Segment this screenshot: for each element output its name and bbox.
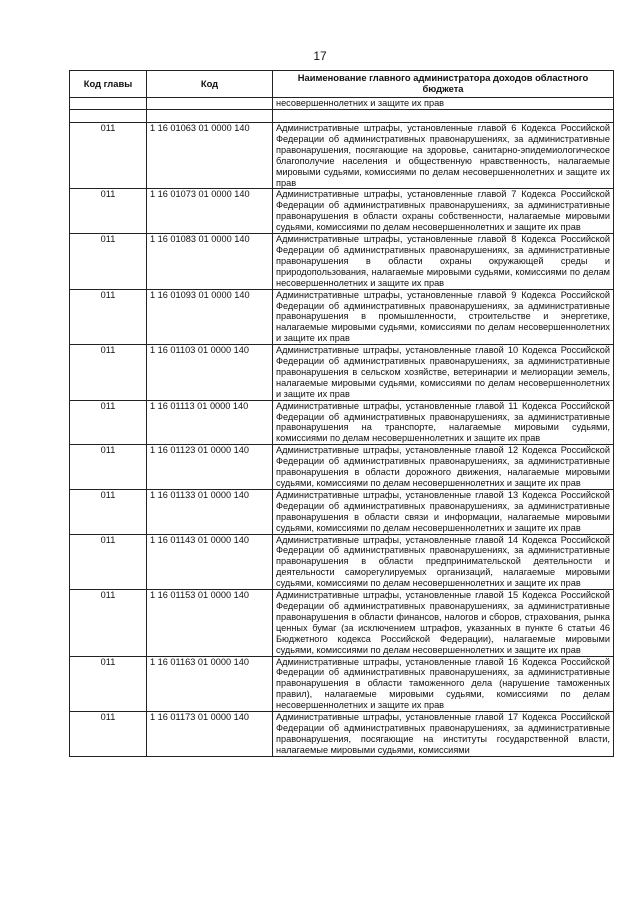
- header-code: Код: [147, 71, 273, 98]
- continuation-text: несовершеннолетних и защите их прав: [273, 98, 614, 110]
- name-cell: Административные штрафы, установленные главой 15 Кодекса Российской Федерации об административных правонарушениях, за административные правонарушения в области финансов, налогов и сборов, страхования, рынка ценных бумаг (за исключением штрафов, указанных в пункте 6 статьи 46 Бюджетного кодекса Российской Федерации), налагаемые мировыми судьями, комиссиями по делам несовершеннолетних и защите их прав: [273, 590, 614, 656]
- code-cell: 1 16 01073 01 0000 140: [147, 189, 273, 234]
- name-cell: Административные штрафы, установленные главой 14 Кодекса Российской Федерации об административных правонарушениях, за административные правонарушения в области предпринимательской деятельности и деятельности саморегулируемых организаций, налагаемые мировыми судьями, комиссиями по делам несовершеннолетних и защите их прав: [273, 534, 614, 590]
- table-row: [70, 289, 614, 345]
- name-cell: Административные штрафы, установленные главой 17 Кодекса Российской Федерации об административных правонарушениях, за административные правонарушения, посягающие на институты государственной власти, налагаемые мировыми судьями, комиссиями: [273, 712, 614, 757]
- name-cell: Административные штрафы, установленные главой 12 Кодекса Российской Федерации об административных правонарушениях, за административные правонарушения в области дорожного движения, налагаемые мировыми судьями, комиссиями по делам несовершеннолетних и защите их прав: [273, 445, 614, 490]
- chapter-code-cell: 011: [70, 590, 147, 656]
- table-row: [70, 123, 614, 189]
- table-row: [70, 590, 614, 656]
- chapter-code-cell: 011: [70, 534, 147, 590]
- name-cell: Административные штрафы, установленные главой 16 Кодекса Российской Федерации об административных правонарушениях, за административные правонарушения в области таможенного дела (нарушение таможенных правил), налагаемые мировыми судьями, комиссиями по делам несовершеннолетних и защите их прав: [273, 656, 614, 712]
- revenue-administrators-table: [69, 70, 614, 757]
- code-cell: 1 16 01113 01 0000 140: [147, 400, 273, 445]
- code-cell: 1 16 01173 01 0000 140: [147, 712, 273, 757]
- chapter-code-cell: 011: [70, 712, 147, 757]
- name-cell: Административные штрафы, установленные главой 10 Кодекса Российской Федерации об административных правонарушениях, за административные правонарушения в сельском хозяйстве, ветеринарии и мелиорации земель, налагаемые мировыми судьями, комиссиями по делам несовершеннолетних и защите их прав: [273, 345, 614, 401]
- chapter-code-cell: 011: [70, 400, 147, 445]
- header-chapter-code: Код главы: [70, 71, 147, 98]
- code-cell: 1 16 01143 01 0000 140: [147, 534, 273, 590]
- table-row: [70, 489, 614, 534]
- table-row: [70, 656, 614, 712]
- chapter-code-cell: 011: [70, 345, 147, 401]
- code-cell: 1 16 01103 01 0000 140: [147, 345, 273, 401]
- name-cell: Административные штрафы, установленные главой 11 Кодекса Российской Федерации об административных правонарушениях, за административные правонарушения на транспорте, налагаемые мировыми судьями, комиссиями по делам несовершеннолетних и защите их прав: [273, 400, 614, 445]
- chapter-code-cell: 011: [70, 123, 147, 189]
- name-cell: Административные штрафы, установленные главой 8 Кодекса Российской Федерации об административных правонарушениях, за административные правонарушения в области охраны окружающей среды и природопользования, налагаемые мировыми судьями, комиссиями по делам несовершеннолетних и защите их прав: [273, 234, 614, 290]
- table-row: [70, 189, 614, 234]
- chapter-code-cell: 011: [70, 445, 147, 490]
- table-row: [70, 234, 614, 290]
- spacer-row: [70, 110, 614, 123]
- table-row: [70, 345, 614, 401]
- table-row: [70, 712, 614, 757]
- name-cell: Административные штрафы, установленные главой 7 Кодекса Российской Федерации об административных правонарушениях, за административные правонарушения в области охраны собственности, налагаемые мировыми судьями, комиссиями по делам несовершеннолетних и защите их прав: [273, 189, 614, 234]
- code-cell: 1 16 01153 01 0000 140: [147, 590, 273, 656]
- code-cell: 1 16 01063 01 0000 140: [147, 123, 273, 189]
- code-cell: 1 16 01093 01 0000 140: [147, 289, 273, 345]
- table-header-row: [70, 71, 614, 98]
- name-cell: Административные штрафы, установленные главой 13 Кодекса Российской Федерации об административных правонарушениях, за административные правонарушения в области связи и информации, налагаемые мировыми судьями, комиссиями по делам несовершеннолетних и защите их прав: [273, 489, 614, 534]
- page-number: 17: [313, 49, 327, 63]
- name-cell: Административные штрафы, установленные главой 9 Кодекса Российской Федерации об административных правонарушениях, за административные правонарушения в промышленности, строительстве и энергетике, налагаемые мировыми судьями, комиссиями по делам несовершеннолетних и защите их прав: [273, 289, 614, 345]
- code-cell: 1 16 01163 01 0000 140: [147, 656, 273, 712]
- chapter-code-cell: 011: [70, 656, 147, 712]
- chapter-code-cell: 011: [70, 189, 147, 234]
- table-row: [70, 400, 614, 445]
- chapter-code-cell: 011: [70, 489, 147, 534]
- chapter-code-cell: 011: [70, 289, 147, 345]
- name-cell: Административные штрафы, установленные главой 6 Кодекса Российской Федерации об административных правонарушениях, за административные правонарушения, посягающие на здоровье, санитарно-эпидемиологическое благополучие населения и общественную нравственность, налагаемые мировыми судьями, комиссиями по делам несовершеннолетних и защите их прав: [273, 123, 614, 189]
- code-cell: 1 16 01083 01 0000 140: [147, 234, 273, 290]
- continuation-row: [70, 98, 614, 110]
- table-row: [70, 445, 614, 490]
- header-name: Наименование главного администратора доходов областного бюджета: [273, 71, 614, 98]
- code-cell: 1 16 01123 01 0000 140: [147, 445, 273, 490]
- chapter-code-cell: 011: [70, 234, 147, 290]
- table-row: [70, 534, 614, 590]
- code-cell: 1 16 01133 01 0000 140: [147, 489, 273, 534]
